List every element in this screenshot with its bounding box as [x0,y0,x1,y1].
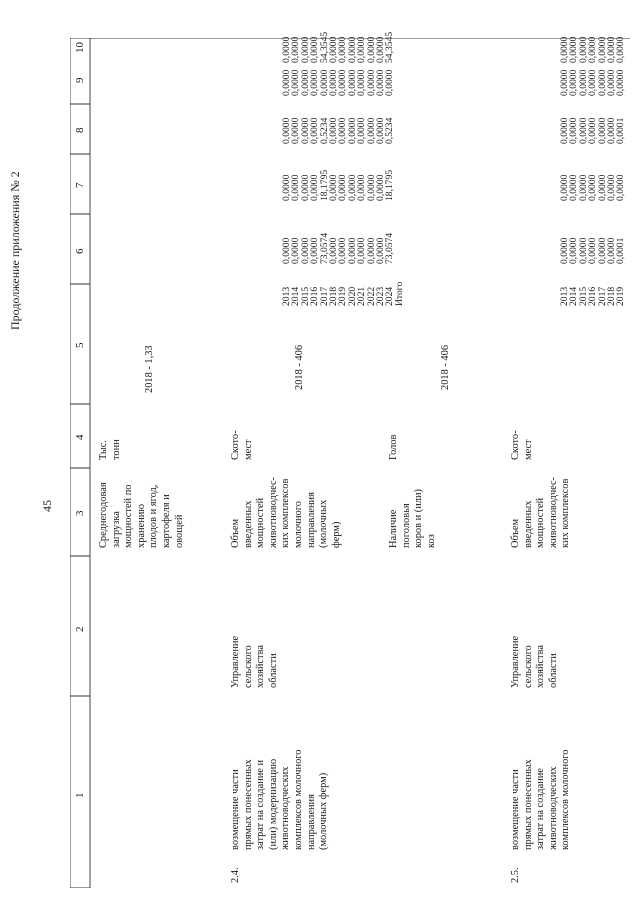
row-2-4-indicator: Объем введенных мощностей животноводчес- ких комплексов молочного направления (молочных ферм) [230,476,342,548]
row-2-4-event: возмещение части прямых понесенных затрат на создание и (или) модернизацию животноводческих комплексов молочного направления (молочных ферм) [230,749,330,850]
row-2-4-unit: Ското- мест [230,430,254,460]
row-2-5-col10: 0,0000 0,0000 0,0000 0,0000 0,0000 0,0000 0,0000 [559,36,627,63]
row-2-4-col7: 0,0000 0,0000 0,0000 0,0000 18,1795 0,0000 0,0000 0,0000 0,0000 0,0000 0,0000 18,1795 [281,169,396,201]
row-2-5-executor: Управление сельского хозяйства области [510,635,559,688]
col-number-5: 5 [74,342,86,348]
row-2-5-col8: 0,0000 0,0000 0,0000 0,0000 0,0000 0,0000 0,0001 [559,117,627,144]
col-number-7: 7 [74,182,86,188]
col-number-10: 10 [74,42,86,53]
row-2-5-years: 2013 2014 2015 2016 2017 2018 2019 [559,286,627,306]
col-number-4: 4 [74,434,86,440]
row-2-5-number: 2.5. [510,867,521,883]
col-number-3: 3 [74,510,86,516]
row-2-5-indicator: Объем введенных мощностей животноводчес- ких комплексов [510,476,572,548]
row-2-5-unit: Ското- мест [510,430,534,460]
row-2-5-col7: 0,0000 0,0000 0,0000 0,0000 0,0000 0,0000 0,0000 [559,174,627,201]
row-2-4-herd-indicator: Наличие поголовья коров и (или) коз [388,489,437,548]
col-number-9: 9 [74,77,86,83]
row-2-5-col9: 0,0000 0,0000 0,0000 0,0000 0,0000 0,0000 0,0000 [559,69,627,96]
row-2-4-years: 2013 2014 2015 2016 2017 2018 2019 2020 2021 2022 2023 2024 Итого [281,281,405,306]
col-number-1: 1 [74,792,86,798]
row-2-4-col9: 0,0000 0,0000 0,0000 0,0000 0,0000 0,0000 0,0000 0,0000 0,0000 0,0000 0,0000 0,0000 [281,69,396,96]
row-2-4-target: 2018 - 406 [294,344,305,390]
row-storage-unit: Тыс. тонн [98,439,122,460]
row-2-4-herd-unit: Голов [388,434,399,460]
rotated-table [70,31,630,888]
col-number-8: 8 [74,127,86,133]
row-2-4-herd-target: 2018 - 406 [440,344,451,390]
row-2-4-col8: 0,0000 0,0000 0,0000 0,0000 0,5234 0,0000 0,0000 0,0000 0,0000 0,0000 0,0000 0,5234 [281,117,396,144]
row-2-4-executor: Управление сельского хозяйства области [230,635,279,688]
page-number: 45 [40,500,54,512]
row-2-4-number: 2.4. [230,867,241,883]
row-2-4-col10: 0,0000 0,0000 0,0000 0,0000 54,3545 0,0000 0,0000 0,0000 0,0000 0,0000 0,0000 54,3545 [281,31,396,63]
row-2-5-col6: 0,0000 0,0000 0,0000 0,0000 0,0000 0,0000 0,0001 [559,237,627,264]
row-2-4-col6: 0,0000 0,0000 0,0000 0,0000 73,0574 0,0000 0,0000 0,0000 0,0000 0,0000 0,0000 73,0574 [281,232,396,264]
col-number-2: 2 [74,626,86,632]
row-2-5-event: возмещение части прямых понесенных затрат на создание животноводческих комплексов молочного [510,749,572,850]
row-storage-target: 2018 - 1,33 [144,345,155,393]
col-number-6: 6 [74,248,86,254]
appendix-note: Продолжение приложения № 2 [8,171,22,330]
row-storage-indicator: Среднегодовая загрузка мощностей по хранению плодов и ягод, картофеля и овощей [98,482,185,548]
